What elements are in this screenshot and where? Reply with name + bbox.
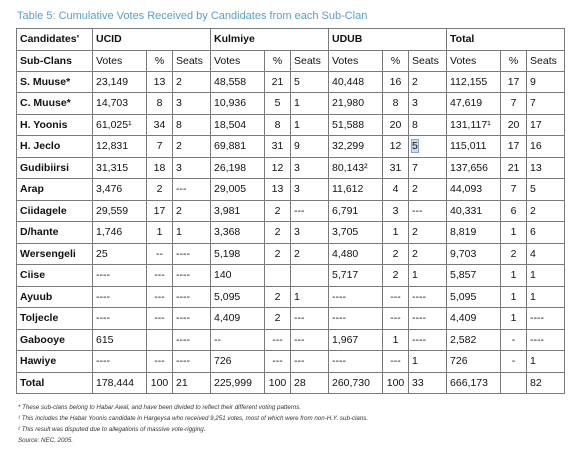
cell-seats: 17 bbox=[527, 114, 565, 136]
cell-votes: 61,025¹ bbox=[93, 114, 147, 136]
col-seats: Seats bbox=[409, 50, 447, 71]
cell-seats: ---- bbox=[527, 329, 565, 351]
cell-seats bbox=[409, 136, 447, 158]
cell-seats: 1 bbox=[291, 114, 329, 136]
cell-seats: 1 bbox=[409, 351, 447, 373]
cell-votes: ---- bbox=[93, 286, 147, 308]
cell-votes: 726 bbox=[211, 351, 265, 373]
col-seats: Seats bbox=[173, 50, 211, 71]
clan-name: Ciidagele bbox=[17, 200, 93, 222]
cell-pct: --- bbox=[265, 351, 291, 373]
table-row bbox=[17, 351, 565, 373]
cell-votes: 615 bbox=[93, 329, 147, 351]
cell-pct: - bbox=[501, 351, 527, 373]
table-row bbox=[17, 286, 565, 308]
cell-seats: 28 bbox=[291, 372, 329, 394]
cell-seats: ---- bbox=[409, 286, 447, 308]
col-pct: % bbox=[265, 50, 291, 71]
cell-seats bbox=[291, 265, 329, 287]
cell-seats: 1 bbox=[409, 265, 447, 287]
clan-name: Wersengeli bbox=[17, 243, 93, 265]
clan-name: Gabooye bbox=[17, 329, 93, 351]
party-header-total: Total bbox=[447, 29, 565, 51]
total-label: Total bbox=[17, 372, 93, 394]
total-row bbox=[17, 372, 565, 394]
cell-votes: 5,857 bbox=[447, 265, 501, 287]
cell-pct: 12 bbox=[383, 136, 409, 158]
col-votes: Votes bbox=[93, 50, 147, 71]
cell-pct: --- bbox=[383, 286, 409, 308]
clan-name: Ayuub bbox=[17, 286, 93, 308]
col-votes: Votes bbox=[329, 50, 383, 71]
cell-pct: --- bbox=[383, 351, 409, 373]
cell-pct: 2 bbox=[265, 243, 291, 265]
cell-votes: ---- bbox=[93, 351, 147, 373]
cell-seats: 1 bbox=[527, 286, 565, 308]
cell-pct: 8 bbox=[147, 93, 173, 115]
cell-votes: 80,143² bbox=[329, 157, 383, 179]
cell-pct: 13 bbox=[147, 71, 173, 93]
cell-votes: 3,476 bbox=[93, 179, 147, 201]
cell-seats: 2 bbox=[291, 243, 329, 265]
party-header-kulmiye: Kulmiye bbox=[211, 29, 329, 51]
cell-votes: 8,819 bbox=[447, 222, 501, 244]
cell-votes: 1,967 bbox=[329, 329, 383, 351]
cell-pct: 7 bbox=[147, 136, 173, 158]
cell-seats: ---- bbox=[173, 243, 211, 265]
cell-votes: 4,480 bbox=[329, 243, 383, 265]
cell-pct: 31 bbox=[265, 136, 291, 158]
clan-name: Hawiye bbox=[17, 351, 93, 373]
party-header-udub: UDUB bbox=[329, 29, 447, 51]
cell-seats: ---- bbox=[173, 329, 211, 351]
cell-seats: 2 bbox=[409, 222, 447, 244]
cell-pct: 1 bbox=[147, 222, 173, 244]
cell-votes: 48,558 bbox=[211, 71, 265, 93]
cell-seats: 2 bbox=[409, 243, 447, 265]
footnote: ² This result was disputed due to allegations of massive vote-rigging. bbox=[18, 426, 206, 433]
cell-votes: 726 bbox=[447, 351, 501, 373]
cell-votes: -- bbox=[211, 329, 265, 351]
cell-pct bbox=[265, 265, 291, 287]
cell-pct: 8 bbox=[383, 93, 409, 115]
cell-seats: 2 bbox=[173, 200, 211, 222]
cell-votes: 260,730 bbox=[329, 372, 383, 394]
cell-votes: 5,198 bbox=[211, 243, 265, 265]
cell-votes: 47,619 bbox=[447, 93, 501, 115]
cell-pct: 1 bbox=[501, 286, 527, 308]
clan-name: Arap bbox=[17, 179, 93, 201]
cell-votes: 51,588 bbox=[329, 114, 383, 136]
table-row bbox=[17, 265, 565, 287]
cell-pct: 17 bbox=[501, 71, 527, 93]
corner-label-top: Candidates' bbox=[17, 29, 93, 51]
cell-seats: 3 bbox=[291, 222, 329, 244]
cell-seats: --- bbox=[291, 308, 329, 330]
cell-pct: 2 bbox=[265, 308, 291, 330]
votes-table bbox=[16, 28, 565, 394]
cell-pct: -- bbox=[147, 243, 173, 265]
cell-seats: 2 bbox=[173, 71, 211, 93]
col-votes: Votes bbox=[447, 50, 501, 71]
cell-votes: 14,703 bbox=[93, 93, 147, 115]
table-title: Table 5: Cumulative Votes Received by Candidates from each Sub-Clan bbox=[17, 10, 368, 22]
cell-votes: 178,444 bbox=[93, 372, 147, 394]
cell-votes: 3,981 bbox=[211, 200, 265, 222]
cell-pct: 100 bbox=[265, 372, 291, 394]
cell-votes: 44,093 bbox=[447, 179, 501, 201]
cell-seats: 2 bbox=[527, 200, 565, 222]
cell-seats: 9 bbox=[291, 136, 329, 158]
cell-seats: ---- bbox=[173, 308, 211, 330]
cell-pct: 31 bbox=[383, 157, 409, 179]
cell-seats: 1 bbox=[527, 265, 565, 287]
col-seats: Seats bbox=[527, 50, 565, 71]
cell-pct: 1 bbox=[501, 222, 527, 244]
cell-seats: 82 bbox=[527, 372, 565, 394]
cell-votes: 69,881 bbox=[211, 136, 265, 158]
cell-votes: 2,582 bbox=[447, 329, 501, 351]
cell-seats: 2 bbox=[409, 179, 447, 201]
cell-votes: 140 bbox=[211, 265, 265, 287]
cell-votes: 131,117¹ bbox=[447, 114, 501, 136]
cell-votes: 5,095 bbox=[211, 286, 265, 308]
cell-pct: 8 bbox=[265, 114, 291, 136]
cell-pct: 13 bbox=[265, 179, 291, 201]
column-header-row bbox=[17, 50, 565, 71]
cell-pct: --- bbox=[147, 351, 173, 373]
clan-name: Toljecle bbox=[17, 308, 93, 330]
clan-name: C. Muuse* bbox=[17, 93, 93, 115]
cell-votes: 3,368 bbox=[211, 222, 265, 244]
footnote: * These sub-clans belong to Habar Awal, and have been divided to reflect their different voting patterns. bbox=[18, 404, 302, 411]
cell-seats: 1 bbox=[527, 351, 565, 373]
cell-seats: 13 bbox=[527, 157, 565, 179]
cell-seats: --- bbox=[409, 200, 447, 222]
cell-pct: 100 bbox=[147, 372, 173, 394]
cell-votes: ---- bbox=[93, 265, 147, 287]
cell-pct: 20 bbox=[501, 114, 527, 136]
cell-votes: 666,173 bbox=[447, 372, 501, 394]
cell-seats: 8 bbox=[409, 114, 447, 136]
cell-pct: 18 bbox=[147, 157, 173, 179]
cell-pct: --- bbox=[265, 329, 291, 351]
cell-seats: 1 bbox=[173, 222, 211, 244]
cell-pct: 1 bbox=[501, 265, 527, 287]
cell-pct: 4 bbox=[383, 179, 409, 201]
cell-votes: 115,011 bbox=[447, 136, 501, 158]
footnote: ¹ This includes the Habar Yoonis candidate in Hargeysa who received 9,251 votes, most of which were from non-H.Y. sub-clans. bbox=[18, 415, 369, 422]
cell-votes: ---- bbox=[329, 308, 383, 330]
cell-pct: 2 bbox=[265, 286, 291, 308]
cell-seats: 3 bbox=[173, 157, 211, 179]
cell-votes: 112,155 bbox=[447, 71, 501, 93]
cell-pct: 7 bbox=[501, 179, 527, 201]
cell-votes: ---- bbox=[329, 286, 383, 308]
cell-votes: 6,791 bbox=[329, 200, 383, 222]
cell-pct: 17 bbox=[147, 200, 173, 222]
cell-votes: 11,612 bbox=[329, 179, 383, 201]
table-row bbox=[17, 157, 565, 179]
table-row bbox=[17, 114, 565, 136]
cell-seats: 3 bbox=[291, 157, 329, 179]
cell-pct: 2 bbox=[265, 200, 291, 222]
col-seats: Seats bbox=[291, 50, 329, 71]
cell-seats: 2 bbox=[409, 71, 447, 93]
cell-votes: 40,331 bbox=[447, 200, 501, 222]
cell-votes: 32,299 bbox=[329, 136, 383, 158]
cell-votes: 40,448 bbox=[329, 71, 383, 93]
cell-votes: 225,999 bbox=[211, 372, 265, 394]
cell-votes: 1,746 bbox=[93, 222, 147, 244]
cell-seats: 7 bbox=[409, 157, 447, 179]
footnotes bbox=[18, 402, 368, 446]
cell-seats: ---- bbox=[173, 286, 211, 308]
cell-seats: 4 bbox=[527, 243, 565, 265]
cell-seats: 7 bbox=[527, 93, 565, 115]
cell-votes: 5,717 bbox=[329, 265, 383, 287]
cell-seats: --- bbox=[291, 329, 329, 351]
cell-votes: 4,409 bbox=[211, 308, 265, 330]
cell-pct: 12 bbox=[265, 157, 291, 179]
cell-votes: 29,005 bbox=[211, 179, 265, 201]
cell-seats: 2 bbox=[173, 136, 211, 158]
cell-seats: 3 bbox=[291, 179, 329, 201]
cell-votes: ---- bbox=[329, 351, 383, 373]
cell-pct: 3 bbox=[383, 200, 409, 222]
table-row bbox=[17, 329, 565, 351]
cell-seats: --- bbox=[291, 351, 329, 373]
cell-pct: 2 bbox=[383, 265, 409, 287]
cell-pct: 1 bbox=[383, 329, 409, 351]
cell-pct: 34 bbox=[147, 114, 173, 136]
cell-seats: --- bbox=[291, 200, 329, 222]
cell-pct: 7 bbox=[501, 93, 527, 115]
cell-seats: ---- bbox=[173, 265, 211, 287]
cell-pct: 20 bbox=[383, 114, 409, 136]
table-row bbox=[17, 179, 565, 201]
cell-seats: ---- bbox=[527, 308, 565, 330]
cell-pct: 16 bbox=[383, 71, 409, 93]
party-header-row bbox=[17, 29, 565, 51]
cell-seats: 5 bbox=[527, 179, 565, 201]
cell-seats: 6 bbox=[527, 222, 565, 244]
cell-seats: ---- bbox=[173, 351, 211, 373]
cell-seats: 21 bbox=[173, 372, 211, 394]
table-row bbox=[17, 200, 565, 222]
cell-pct: - bbox=[501, 329, 527, 351]
cell-votes: 29,559 bbox=[93, 200, 147, 222]
cell-pct: 2 bbox=[147, 179, 173, 201]
col-votes: Votes bbox=[211, 50, 265, 71]
cell-votes: 3,705 bbox=[329, 222, 383, 244]
table-row bbox=[17, 222, 565, 244]
cell-votes: 4,409 bbox=[447, 308, 501, 330]
clan-name: Ciise bbox=[17, 265, 93, 287]
cell-pct: 5 bbox=[265, 93, 291, 115]
col-pct: % bbox=[501, 50, 527, 71]
cell-pct bbox=[147, 329, 173, 351]
cell-pct bbox=[501, 372, 527, 394]
table-row bbox=[17, 243, 565, 265]
highlighted-value: 5 bbox=[412, 140, 418, 153]
cell-seats: ---- bbox=[409, 308, 447, 330]
clan-name: S. Muuse* bbox=[17, 71, 93, 93]
cell-seats: 5 bbox=[291, 71, 329, 93]
cell-seats: 8 bbox=[173, 114, 211, 136]
cell-pct: 2 bbox=[265, 222, 291, 244]
footnote-source: Source: NEC, 2005. bbox=[18, 437, 74, 444]
cell-pct: 2 bbox=[501, 243, 527, 265]
cell-votes: 18,504 bbox=[211, 114, 265, 136]
clan-name: Gudibiirsi bbox=[17, 157, 93, 179]
cell-votes: 5,095 bbox=[447, 286, 501, 308]
table-row bbox=[17, 93, 565, 115]
cell-pct: 1 bbox=[383, 222, 409, 244]
cell-votes: ---- bbox=[93, 308, 147, 330]
cell-pct: --- bbox=[383, 308, 409, 330]
cell-votes: 137,656 bbox=[447, 157, 501, 179]
cell-seats: 16 bbox=[527, 136, 565, 158]
cell-pct: --- bbox=[147, 286, 173, 308]
cell-votes: 25 bbox=[93, 243, 147, 265]
cell-votes: 31,315 bbox=[93, 157, 147, 179]
cell-pct: 6 bbox=[501, 200, 527, 222]
cell-pct: --- bbox=[147, 265, 173, 287]
corner-label-bottom: Sub-Clans bbox=[17, 50, 93, 71]
cell-seats: 9 bbox=[527, 71, 565, 93]
table-row bbox=[17, 71, 565, 93]
cell-pct: 1 bbox=[501, 308, 527, 330]
cell-votes: 23,149 bbox=[93, 71, 147, 93]
cell-votes: 10,936 bbox=[211, 93, 265, 115]
party-header-ucid: UCID bbox=[93, 29, 211, 51]
clan-name: D/hante bbox=[17, 222, 93, 244]
cell-pct: 17 bbox=[501, 136, 527, 158]
col-pct: % bbox=[383, 50, 409, 71]
cell-seats: ---- bbox=[409, 329, 447, 351]
cell-votes: 26,198 bbox=[211, 157, 265, 179]
clan-name: H. Yoonis bbox=[17, 114, 93, 136]
cell-votes: 21,980 bbox=[329, 93, 383, 115]
cell-seats: 3 bbox=[409, 93, 447, 115]
cell-pct: --- bbox=[147, 308, 173, 330]
cell-seats: 1 bbox=[291, 93, 329, 115]
cell-pct: 2 bbox=[383, 243, 409, 265]
cell-seats: 1 bbox=[291, 286, 329, 308]
cell-seats: 33 bbox=[409, 372, 447, 394]
table-row bbox=[17, 136, 565, 158]
cell-pct: 100 bbox=[383, 372, 409, 394]
cell-votes: 9,703 bbox=[447, 243, 501, 265]
col-pct: % bbox=[147, 50, 173, 71]
cell-votes: 12,831 bbox=[93, 136, 147, 158]
clan-name: H. Jeclo bbox=[17, 136, 93, 158]
cell-seats: --- bbox=[173, 179, 211, 201]
table-row bbox=[17, 308, 565, 330]
cell-pct: 21 bbox=[501, 157, 527, 179]
cell-seats: 3 bbox=[173, 93, 211, 115]
cell-pct: 21 bbox=[265, 71, 291, 93]
